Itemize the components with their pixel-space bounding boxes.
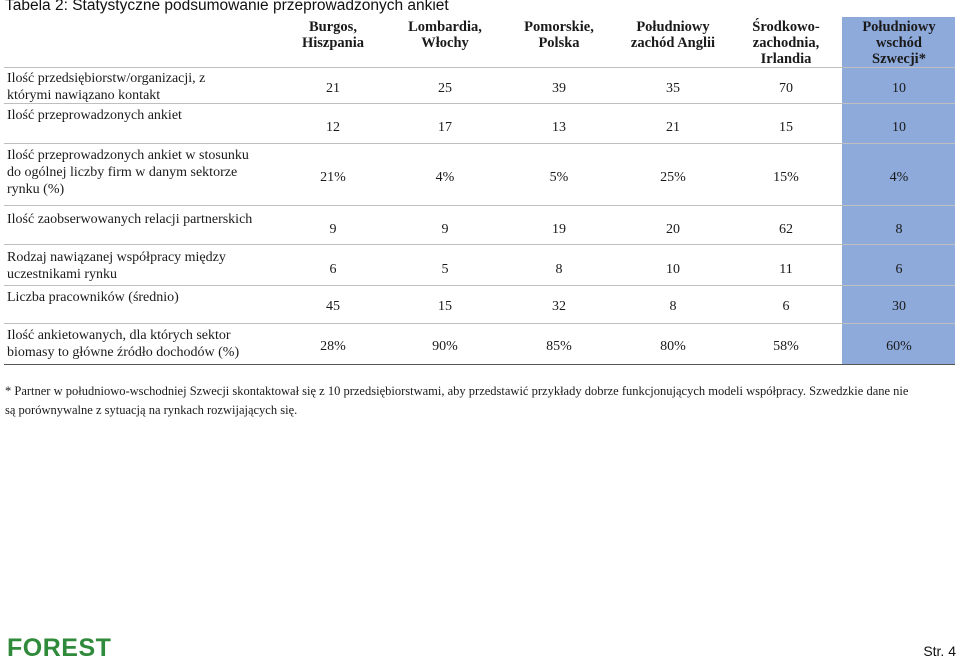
- table-cell: 10: [892, 120, 906, 135]
- table-cell: 25%: [660, 170, 686, 185]
- logo-text: FOREST: [7, 634, 112, 662]
- column-header: [841, 19, 957, 67]
- table-cell: 32: [552, 299, 566, 314]
- column-header-line: zachodnia,: [752, 35, 820, 51]
- column-header: [728, 19, 844, 67]
- row-label-line: Ilość przeprowadzonych ankiet: [7, 108, 182, 123]
- column-header-line: Szwecji*: [872, 51, 926, 67]
- table-cell: 4%: [435, 170, 455, 185]
- table-cell: 12: [326, 120, 340, 135]
- table-cell: 5: [441, 262, 449, 277]
- row-label-line: rynku (%): [7, 182, 65, 197]
- forest-logo: [7, 635, 111, 661]
- column-header: [275, 19, 391, 51]
- table-cell: 30: [892, 299, 906, 314]
- row-label: [7, 289, 277, 306]
- table-cell: 21: [326, 81, 340, 96]
- table-cell: 45: [326, 299, 340, 314]
- table-cell: 25: [438, 81, 452, 96]
- footnote: [5, 382, 960, 420]
- column-header-line: Południowy: [862, 19, 936, 35]
- table-cell: 62: [779, 222, 793, 237]
- table-cell: 85%: [546, 339, 572, 354]
- row-label: [7, 70, 277, 104]
- row-label: [7, 249, 277, 283]
- page-number: Str. 4: [923, 643, 956, 659]
- table-cell: 6: [329, 262, 337, 277]
- table-cell: 13: [552, 120, 566, 135]
- table-cell: 70: [779, 81, 793, 96]
- table-cell: 17: [438, 120, 452, 135]
- table-cell: 5%: [549, 170, 569, 185]
- table-rule: [4, 143, 955, 144]
- row-label: [7, 147, 277, 198]
- table-cell: 6: [895, 262, 903, 277]
- column-header-line: Polska: [538, 35, 580, 51]
- table-cell: 20: [666, 222, 680, 237]
- table-cell: 10: [892, 81, 906, 96]
- table-rule: [4, 323, 955, 324]
- column-header: [615, 19, 731, 51]
- table-cell: 9: [441, 222, 449, 237]
- row-label-line: Ilość przedsiębiorstw/organizacji, z: [7, 71, 206, 86]
- table-cell: 10: [666, 262, 680, 277]
- column-header-line: zachód Anglii: [630, 35, 716, 51]
- table-cell: 9: [329, 222, 337, 237]
- table-cell: 19: [552, 222, 566, 237]
- row-label: [7, 327, 277, 361]
- table-rule: [4, 285, 955, 286]
- row-label-line: biomasy to główne źródło dochodów (%): [7, 345, 240, 360]
- row-label-line: Rodzaj nawiązanej współpracy między: [7, 250, 226, 265]
- row-label-line: uczestnikami rynku: [7, 267, 118, 282]
- row-label-line: Liczba pracowników (średnio): [7, 290, 179, 305]
- table-cell: 15%: [773, 170, 799, 185]
- column-header-line: Pomorskie,: [524, 19, 594, 35]
- table-cell: 15: [779, 120, 793, 135]
- table-cell: 58%: [773, 339, 799, 354]
- column-header-line: Południowy: [636, 19, 710, 35]
- table-title: Tabela 2: Statystyczne podsumowanie przeprowadzonych ankiet: [5, 0, 449, 14]
- column-header-line: Środkowo-: [752, 19, 820, 35]
- table-cell: 6: [782, 299, 790, 314]
- column-header-line: Burgos,: [309, 19, 357, 35]
- table-cell: 8: [895, 222, 903, 237]
- row-label-line: Ilość zaobserwowanych relacji partnerskich: [7, 212, 253, 227]
- row-label-line: do ogólnej liczby firm w danym sektorze: [7, 165, 238, 180]
- table-rule: [4, 364, 955, 365]
- row-label-line: którymi nawiązano kontakt: [7, 88, 161, 103]
- row-label: [7, 211, 277, 228]
- column-header-line: Hiszpania: [301, 35, 365, 51]
- column-header: [387, 19, 503, 51]
- table-cell: 21: [666, 120, 680, 135]
- column-header: [501, 19, 617, 51]
- table-cell: 28%: [320, 339, 346, 354]
- table-cell: 8: [555, 262, 563, 277]
- column-header-line: Włochy: [421, 35, 469, 51]
- row-label: [7, 107, 277, 124]
- table-cell: 90%: [432, 339, 458, 354]
- footnote-line: * Partner w południowo-wschodniej Szwecji skontaktował się z 10 przedsiębiorstwami, aby przedstawić przykłady dobrze funkcjonujących modeli współpracy. Szwedzkie dane nie: [5, 384, 909, 398]
- table-cell: 15: [438, 299, 452, 314]
- table-cell: 8: [669, 299, 677, 314]
- table-rule: [4, 244, 955, 245]
- footnote-line: są porównywalne z sytuacją na rynkach rozwijających się.: [5, 403, 298, 417]
- table-cell: 80%: [660, 339, 686, 354]
- table-rule: [4, 67, 955, 68]
- table-rule: [4, 205, 955, 206]
- row-label-line: Ilość ankietowanych, dla których sektor: [7, 328, 231, 343]
- table-cell: 35: [666, 81, 680, 96]
- table-cell: 11: [779, 262, 793, 277]
- table-cell: 60%: [886, 339, 912, 354]
- table-cell: 21%: [320, 170, 346, 185]
- column-header-line: wschód: [876, 35, 922, 51]
- table-cell: 39: [552, 81, 566, 96]
- row-label-line: Ilość przeprowadzonych ankiet w stosunku: [7, 148, 249, 163]
- table-cell: 4%: [889, 170, 909, 185]
- column-header-line: Irlandia: [760, 51, 812, 67]
- column-header-line: Lombardia,: [408, 19, 482, 35]
